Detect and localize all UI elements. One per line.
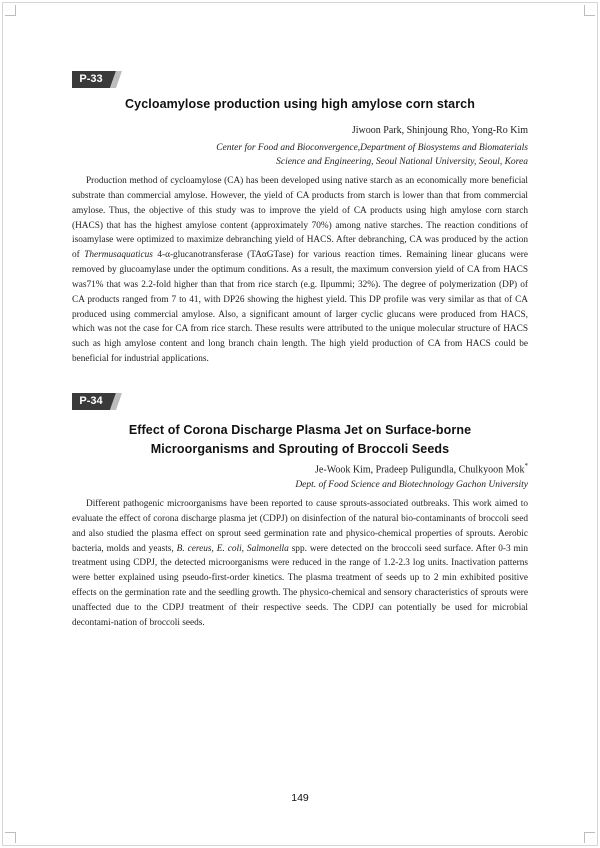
abstract-body: [72, 497, 528, 631]
poster-tag-label: P-33: [79, 73, 103, 85]
title-line: Effect of Corona Discharge Plasma Jet on Surface-borne: [128, 423, 472, 437]
crop-mark: [584, 5, 595, 16]
affiliation-line: Science and Engineering, Seoul National University, Seoul, Korea: [276, 156, 528, 167]
affiliation: [216, 142, 528, 169]
poster-tag-label: P-34: [79, 395, 103, 407]
crop-mark: [5, 5, 16, 16]
crop-mark: [584, 832, 595, 843]
abstract-paragraph: Production method of cycloamylose (CA) has been developed using native starch as an economically more beneficial substrate than commercial amylose. However, the yield of CA products from starch is lower than that from commercial amylose. Thus, the objective of this study was to improve the yield of CA products using high amylose corn starch (HACS) that has the highest amylose content (approximately 70%) among native starches. The reaction conditions of isoamylase were optimized to maximize debranching yield of HACS. After debranching, CA was produced by the action of Thermusaquaticus 4-α-glucanotransferase (TAαGTase) for various reaction times. Remaining linear glucans were removed by glucoamylase under the optimum conditions. As a result, the maximum conversion yield of CA from HACS was71% that was 2.2-fold higher than that from rice starch (e.g. Ilpummi; 32%). The degree of polymerization (DP) of CA products ranged from 7 to 41, with DP26 showing the highest yield. This DP profile was very similar as that of CA produced using commercial amylose. Also, a significant amount of larger cyclic glucans were produced from HACS, which was not the case for CA from rice starch. These results were attributed to the unique molecular structure of HACS such as high amylose content and long branch chain length. The high yield production of CA from HACS could be beneficial for industrial applications.: [72, 176, 528, 365]
author-names: Je-Wook Kim, Pradeep Puligundla, Chulkyoon Mok: [315, 464, 525, 476]
affiliation: [295, 479, 528, 493]
author-list: Jiwoon Park, Shinjoung Rho, Yong-Ro Kim: [351, 125, 528, 136]
abstract-title: [60, 421, 540, 459]
corresponding-author-mark: *: [524, 462, 528, 470]
title-line: Microorganisms and Sprouting of Broccoli Seeds: [150, 442, 450, 456]
crop-mark: [5, 832, 16, 843]
affiliation-line: Center for Food and Bioconvergence,Department of Biosystems and Biomaterials: [216, 143, 528, 153]
abstract-body: [72, 174, 528, 367]
abstract-title: [60, 95, 540, 114]
abstract-paragraph: Different pathogenic microorganisms have been reported to cause sprouts-associated outbreaks. This work aimed to evaluate the effect of corona discharge plasma jet (CDPJ) on disinfection of the natural bio-contaminants of broccoli seed and also studied the plasma effect on sprout seed germination rate and physico-chemical properties of sprouts. Aerobic bacteria, molds and yeasts, B. cereus, E. coli, Salmonella spp. were detected on the broccoli seed surface. After 0-3 min treatment using CDPJ, the detected microorganisms were reduced in the range of 1.2-2.3 log units. Inactivation patterns were better explained using pseudo-first-order kinetics. The plasma treatment of seeds up to 2 min exhibited positive effects on the germination rate and the seedling growth. The physico-chemical and sensory characteristics of sprouts were unaffected due to the CDPJ treatment of their respective seeds. The CDPJ can potentially be used for microbial decontami-nation of broccoli seeds.: [72, 499, 529, 628]
author-list: [315, 459, 528, 477]
affiliation-line: Dept. of Food Science and Biotechnology Gachon University: [295, 480, 528, 490]
poster-tag-p34: [72, 393, 122, 410]
title-line: Cycloamylose production using high amylose corn starch: [125, 97, 475, 111]
page-number: 149: [291, 792, 309, 804]
poster-tag-p33: [72, 71, 122, 88]
